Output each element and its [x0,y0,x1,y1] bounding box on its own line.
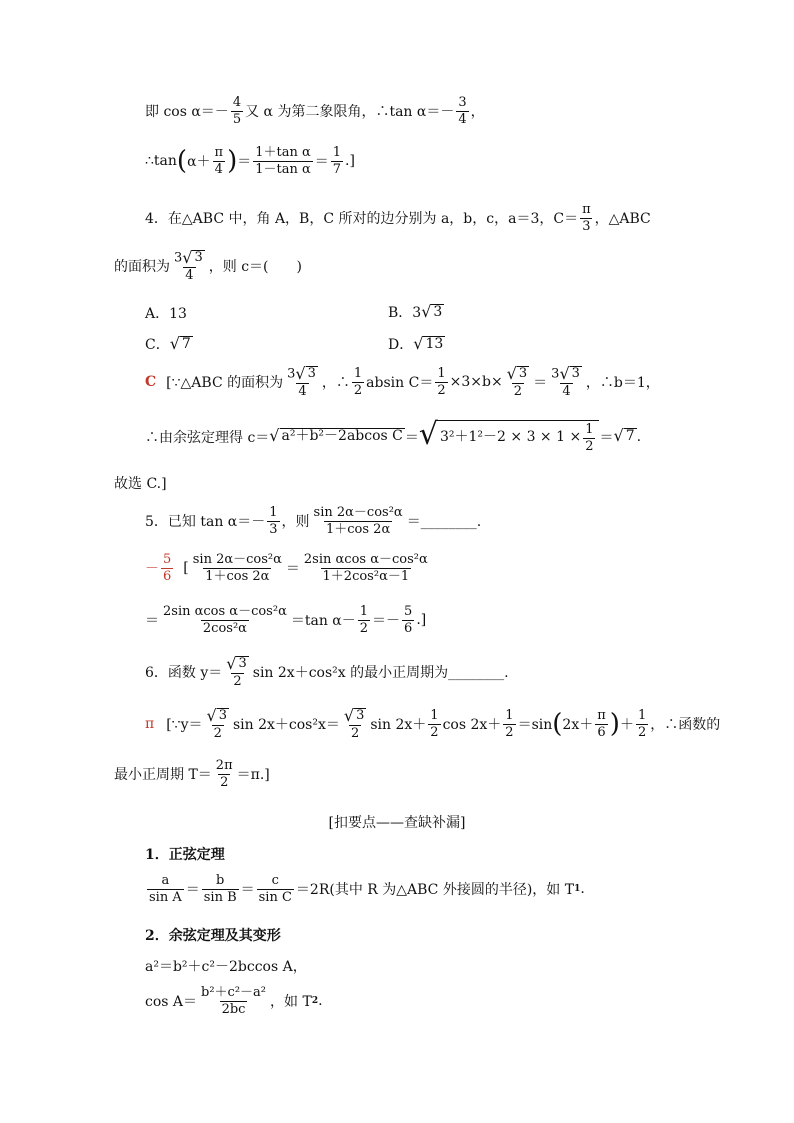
solution-line-2 [145,146,355,176]
point-1-formula: $\frac{a}{\text{sin A}}$ ＝ $\frac{b}{\text{sin B}}$ ＝ $\frac{c}{\text{sin C}}$ ＝2R(其中 R 为△ABC 外接圆的半径)，如 T 1 . [149,873,585,905]
fraction: $\frac{1}{2}$ [637,708,647,740]
fraction: $\frac{2\pi}{2}$ [215,758,233,790]
answer-5-line-2: ＝ $\frac{\text{2sin αcos α－cos²α}}{\text{2cos²α}}$ ＝tan α－ $\frac{1}{2}$ ＝－ $\frac{5}{6}$ .] [145,604,427,636]
paren: ( [176,146,188,177]
option-a: A．13 [145,306,187,322]
text: ，则 [281,514,310,531]
option-d: D． √ 13 [388,333,444,353]
fraction: $\frac{\pi}{4}$ [214,145,224,177]
fraction: $\frac{\pi}{3}$ [582,202,591,234]
answer-6-line-2: 最小正周期 T＝ $\frac{2\pi}{2}$ ＝π.] [114,758,270,790]
fraction: $\frac{\text{sin 2α－cos²α}}{1+\cos 2\alpha}$ [192,552,282,584]
answer-4-line-2: ∴由余弦定理得 c＝ √ a²＋b²－2abcos C ＝ √ 3²＋1²－2 × 3 × 1 × $\frac{1}{2}$ ＝ √ 7 . [145,417,642,454]
fraction: $\frac{\pi}{6}$ [597,708,606,740]
text: 即 cos α＝－ [145,104,229,121]
answer-6-line-1: π [∵y＝ √ 3 2 sin 2x＋cos²x＝ √ 3 2 sin 2x＋ $\frac{1}{2}$ cos 2x＋ $\frac{1}{2}$ ＝sin ( 2x＋ $\frac{\pi}{6}$ ) ＋ $\frac{1}{2}$ ，∴函数的 [145,706,721,741]
paren: ) [227,146,238,177]
text: 4．在△ABC 中，角 A，B，C 所对的边分别为 a，b，c，a＝3，C＝ [145,211,579,228]
answer-4-line-3: 故选 C.] [114,476,167,492]
text: α＋ [187,154,211,171]
text: .] [345,153,355,170]
fraction: $\frac{\text{2sin αcos α－cos²α}}{\text{1＋2cos²α－1}}$ [303,552,428,584]
text: ，∴ [321,375,350,392]
fraction: √ 3 2 [206,706,227,741]
question-4-line-1 [145,203,651,233]
text: ∴由余弦定理得 c＝ [145,429,270,446]
text: 又 α 为第二象限角，∴tan α＝－ [245,104,455,121]
fraction: √ 3 2 [343,706,365,741]
text: ×3×b× [449,374,503,391]
text: 5．已知 tan α＝－ [145,514,266,531]
answer-fraction: $\frac{5}{6}$ [163,552,172,584]
fraction: 3 √ 3 4 [551,364,580,399]
text: ＝ [314,154,329,171]
text: ，△ABC [594,211,651,228]
fraction: 3 √ 3 4 [287,364,316,399]
fraction: √ 3 2 [226,654,247,689]
fraction: $\frac{1}{2}$ [353,366,363,398]
fraction: $\frac{b}{\text{sin B}}$ [203,873,237,905]
point-2-line-1: a²＝b²＋c²－2bccos A， [145,959,307,975]
text: ＝ [599,429,614,446]
solution-line-1 [145,96,485,126]
fraction: √ 3 2 [506,364,528,399]
answer-letter: C [145,374,157,391]
text: ＝ [237,154,252,171]
option-b: B．3 √ 3 [388,301,443,321]
fraction: $\frac{\text{1＋tan α}}{\text{1－tan α}}$ [255,145,311,177]
answer-4-line-1 [145,366,660,399]
fraction: $\frac{\text{2sin αcos α－cos²α}}{\text{2cos²α}}$ [163,604,287,636]
question-6: 6．函数 y＝ √ 3 2 sin 2x＋cos²x 的最小正周期为________. [145,654,509,689]
fraction: 3 √ 3 4 [174,248,203,283]
point-1-title: 1．正弦定理 [145,847,225,863]
answer-5-line-1: － $\frac{5}{6}$ [ $\frac{\text{sin 2α－cos²α}}{1+\cos 2\alpha}$ ＝ $\frac{\text{2sin αcos α－cos²α}}{\text{1＋2cos²α－1}}$ [145,552,428,584]
fraction: $\frac{1}{2}$ [359,604,369,636]
point-2-title: 2．余弦定理及其变形 [145,928,281,944]
fraction: $\frac{1}{7}$ [332,145,342,177]
text: ＝ [533,375,548,392]
question-4-line-2 [114,250,302,283]
text: ， [470,104,485,121]
fraction: $\frac{c}{\text{sin C}}$ [258,873,292,905]
fraction: $\frac{5}{6}$ [404,604,413,636]
fraction: $\frac{3}{4}$ [458,95,467,127]
text: ＝ [404,429,419,446]
fraction: $\frac{1}{2}$ [505,708,514,740]
text: ∴tan [145,153,177,170]
text: ，则 c＝( ) [208,259,302,276]
text: [∵△ABC 的面积为 [166,375,284,392]
point-2-line-2: cos A＝ $\frac{\text{b²＋c²－a²}}{2bc}$ ，如 T 2 . [145,985,323,1017]
section-title: [扣要点——查缺补漏] [328,815,466,831]
fraction: $\frac{1}{3}$ [269,505,278,537]
fraction: $\frac{a}{\text{sin A}}$ [149,873,182,905]
fraction: $\frac{\text{b²＋c²－a²}}{2bc}$ [201,985,267,1017]
fraction: $\frac{\text{sin 2α－cos²α}}{1+\cos 2\alpha}$ [313,505,403,537]
fraction: $\frac{4}{5}$ [232,95,242,127]
question-5 [145,506,481,536]
text: 的面积为 [114,259,170,276]
text: absin C＝ [366,375,434,392]
option-c: C． √ 7 [145,333,191,353]
text: ，∴b＝1， [585,375,660,392]
fraction: $\frac{1}{2}$ [437,366,446,398]
fraction: $\frac{1}{2}$ [430,708,439,740]
text: ＝________. [406,514,482,531]
